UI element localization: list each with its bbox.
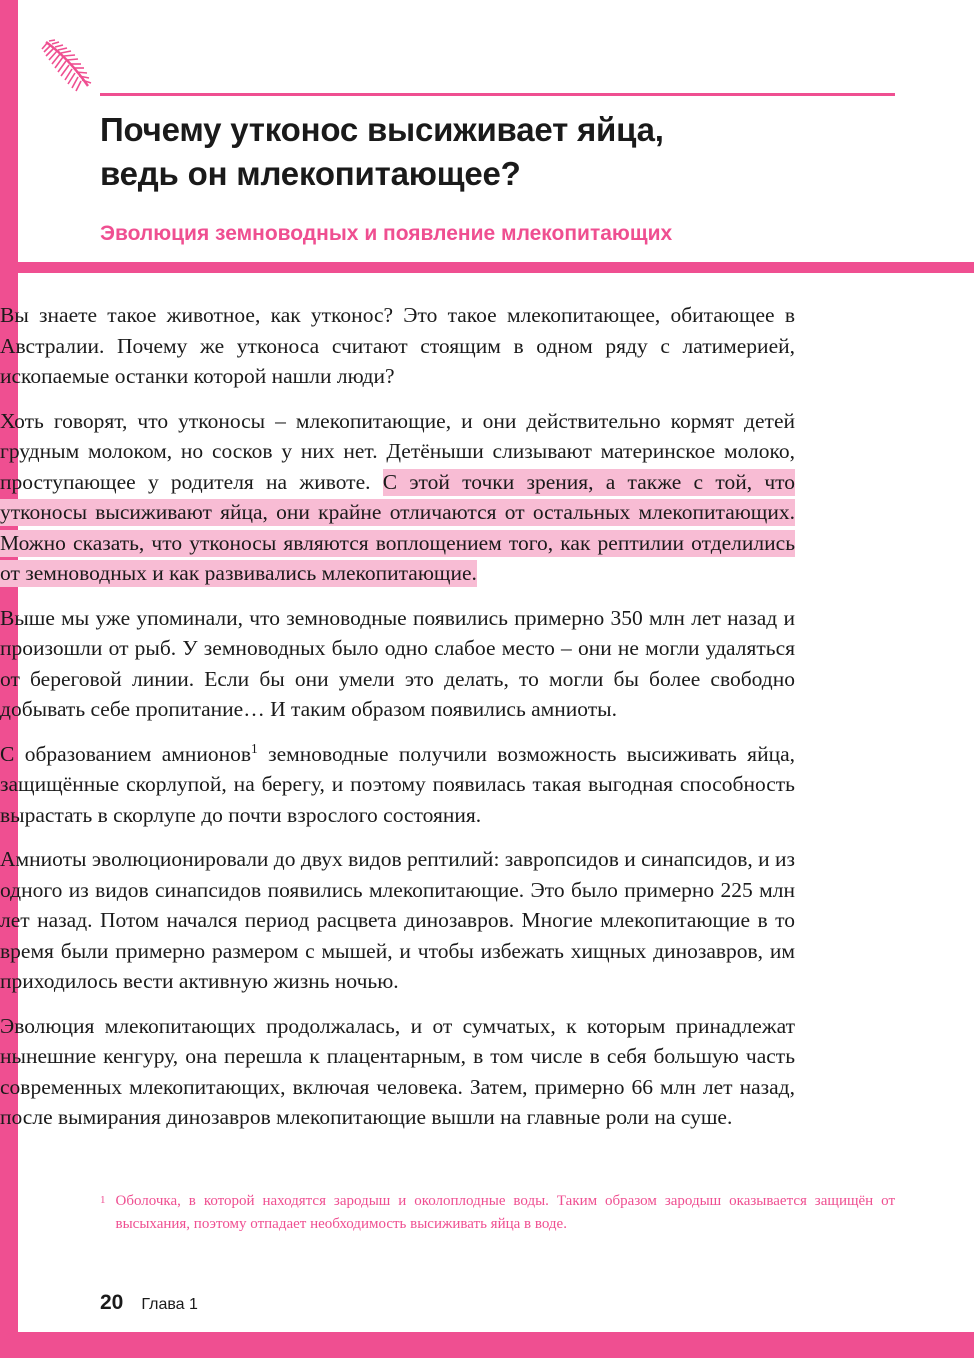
header-bottom-rule bbox=[18, 262, 974, 273]
footnote-text: Оболочка, в которой находятся зародыш и околоплодные воды. Таким образом зародыш оказывается защищён от высыхания, поэтому отпадает необходимость высиживать яйца в воде. bbox=[115, 1193, 895, 1232]
text-run: земноводные получили возможность высиживать яйца, защищённые скорлупой, на берегу, и поэтому появилась такая выгодная способность вырастать в скорлупе до почти взрослого состояния. bbox=[0, 741, 795, 827]
text-run: Эволюция млекопитающих продолжалась, и от сумчатых, к которым принадлежат нынешние кенгуру, она перешла к плацентарным, в том числе в себя большую часть современных млекопитающих, включая человека. Затем, примерно 66 млн лет назад, после вымирания динозавров млекопитающие вышли на главные роли на суше. bbox=[0, 1013, 795, 1130]
page-number: 20 bbox=[100, 1291, 124, 1314]
paragraph bbox=[0, 406, 795, 589]
paragraph bbox=[0, 844, 795, 997]
bottom-accent-band bbox=[0, 1332, 974, 1358]
text-run: Амниоты эволюционировали до двух видов рептилий: завропсидов и синапсидов, и из одного из видов синапсидов появились млекопитающие. Это было примерно 225 млн лет назад. Потом начался период расцвета динозавров. Многие млекопитающие в то время были примерно размером с мышей, и чтобы избежать хищных динозавров, им приходилось вести активную жизнь ночью. bbox=[0, 847, 795, 994]
fern-leaf-ornament bbox=[40, 38, 110, 96]
page-subtitle: Эволюция земноводных и появление млекопитающих bbox=[100, 222, 673, 245]
footnote-marker: 1 bbox=[100, 1194, 106, 1206]
footnote bbox=[100, 1190, 895, 1235]
page-title bbox=[100, 108, 895, 195]
page-title-line-2: ведь он млекопитающее? bbox=[100, 154, 521, 192]
paragraph bbox=[0, 1011, 795, 1133]
text-run: С образованием амнионов bbox=[0, 741, 252, 766]
text-run: Вы знаете такое животное, как утконос? Это такое млекопитающее, обитающее в Австралии. Почему же утконоса считают стоящим в одном ряду с латимерией, ископаемые останки которой нашли люди? bbox=[0, 303, 795, 389]
header-top-rule bbox=[100, 93, 895, 96]
chapter-label: Глава 1 bbox=[141, 1296, 198, 1313]
text-run: Хоть говорят, что утконосы – млекопитающие, и они действительно кормят детей грудным молоком, но сосков у них нет. Детёныши слизывают материнское молоко, проступающее у родителя на животе. bbox=[0, 408, 795, 494]
highlighted-text: С этой точки зрения, а также с той, что утконосы высиживают яйца, они крайне отличаются от остальных млекопитающих. Можно сказать, что утконосы являются воплощением того, как рептилии отделились от земноводных и как развивались млекопитающие. bbox=[0, 469, 795, 586]
page-title-line-1: Почему утконос высиживает яйца, bbox=[100, 111, 664, 148]
body-text bbox=[0, 300, 795, 1147]
paragraph bbox=[0, 603, 795, 725]
page-footer bbox=[100, 1291, 198, 1315]
paragraph bbox=[0, 300, 795, 392]
paragraph bbox=[0, 739, 795, 831]
text-run: Выше мы уже упоминали, что земноводные появились примерно 350 млн лет назад и произошли от рыб. У земноводных было одно слабое место – они не могли удаляться от береговой линии. Если бы они умели это делать, то могли бы более свободно добывать себе пропитание… И таким образом появились амниоты. bbox=[0, 605, 795, 722]
footnote-reference: 1 bbox=[251, 740, 258, 756]
